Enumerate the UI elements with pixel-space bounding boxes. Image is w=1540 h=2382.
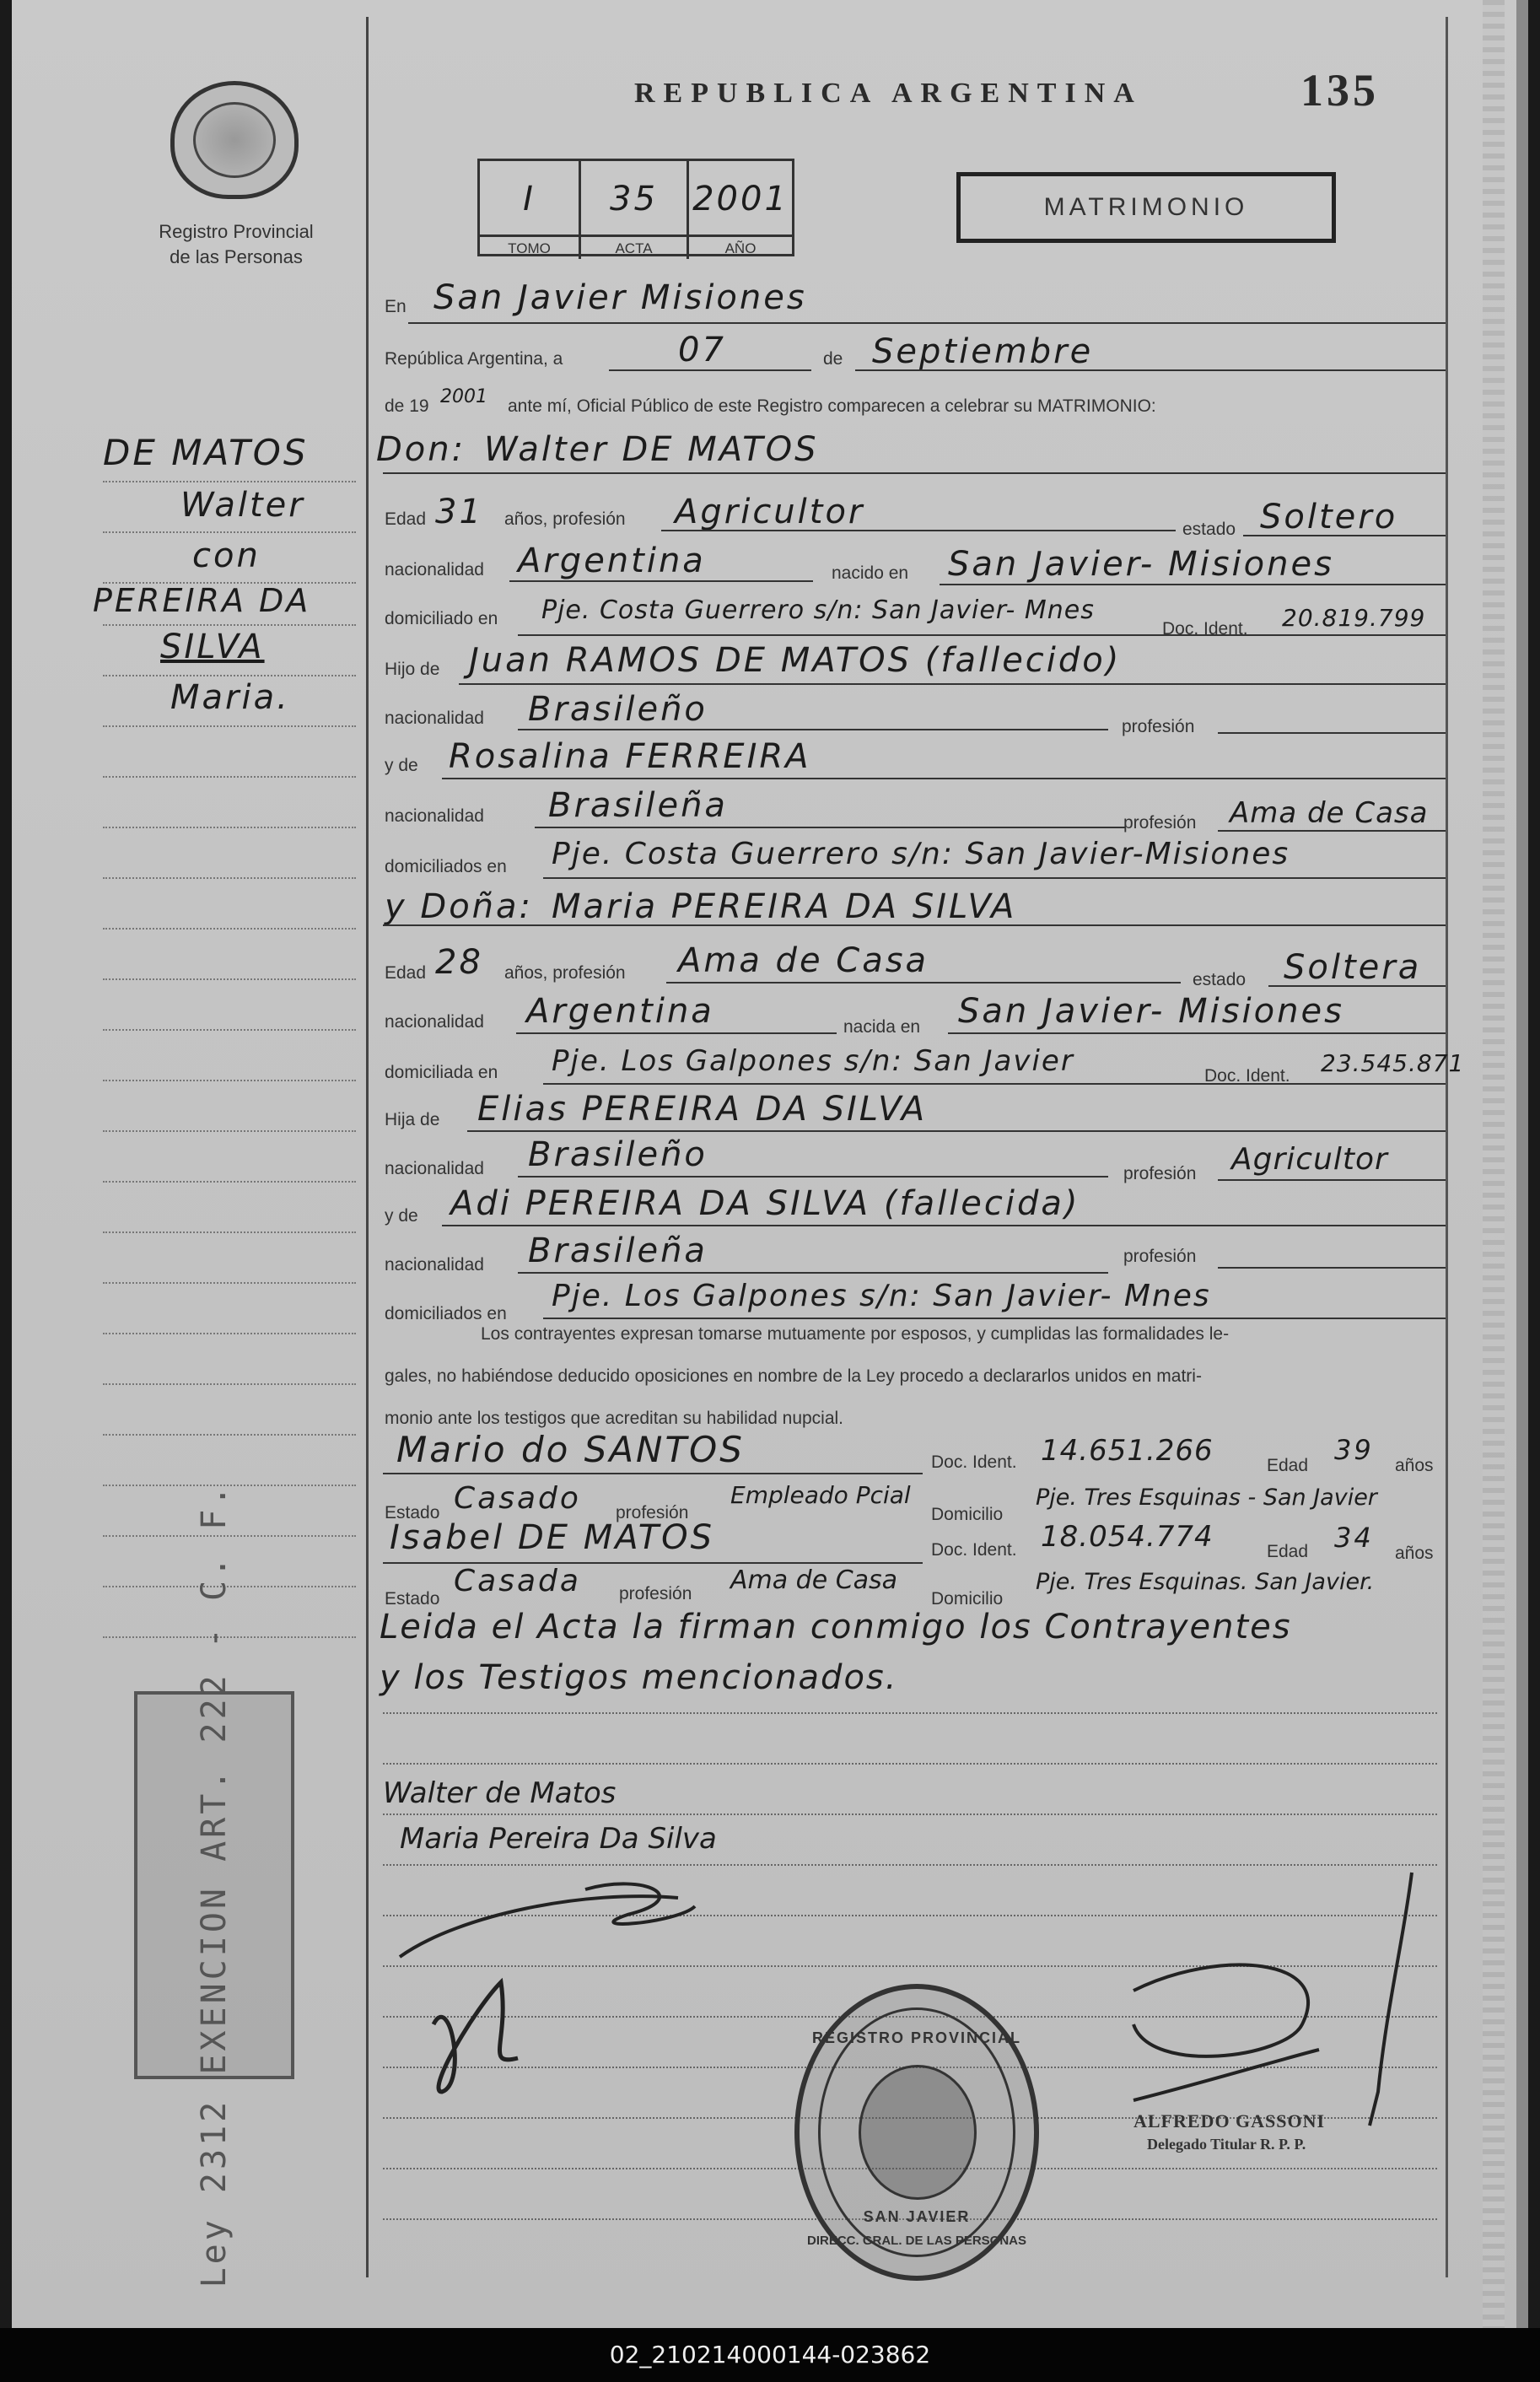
bride-nationality-underline [516,1032,837,1034]
witness1-address: Pje. Tres Esquinas - San Javier [1036,1485,1377,1511]
groom-anos-profesion-label: años, profesión [504,509,626,529]
place-value: San Javier Misiones [433,278,807,317]
bride-mother-nac-label: nacionalidad [385,1255,484,1275]
margin-rule-line [103,1029,356,1031]
margin-rule-line [103,725,356,727]
bride-mother-nationality: Brasileña [528,1231,708,1270]
witness2-doc: 18.054.774 [1041,1520,1214,1554]
form-rule-line [383,1813,1437,1815]
margin-rule-line [103,675,356,676]
bride-doc: 23.545.871 [1321,1049,1465,1077]
month-underline [855,369,1446,371]
margin-rule-line [103,531,356,533]
margin-note-line2: Walter [180,486,305,525]
bride-estado-underline [1268,985,1446,987]
groom-edad-label: Edad [385,509,427,529]
bride-mother-prof-underline [1218,1267,1446,1269]
bride-estado-label: estado [1193,970,1247,989]
groom-profession-underline [661,530,1176,531]
groom-father: Juan RAMOS DE MATOS (fallecido) [469,641,1122,680]
groom-profession: Agricultor [675,493,865,531]
margin-rule-line [103,1383,356,1385]
de-year-label: de 19 [385,396,429,416]
witness1-estado-label: Estado [385,1503,440,1522]
provincial-seal [170,81,299,199]
country-heading: REPUBLICA ARGENTINA [634,78,1143,109]
margin-rule-line [103,582,356,584]
bride-hija-label: Hija de [385,1110,440,1129]
bride-birthplace-underline [948,1032,1446,1034]
groom-domiciliado-label: domiciliado en [385,609,498,628]
groom-mother-profession: Ama de Casa [1230,796,1429,830]
margin-note-line4: PEREIRA DA [93,582,311,619]
groom-mother-underline [442,778,1446,779]
witness2-domicilio-label: Domicilio [931,1589,1004,1609]
margin-note-line5: SILVA [160,628,265,666]
en-label: En [385,297,407,316]
groom-mother-nat-underline [535,827,1125,828]
groom-mother-prof-underline [1218,830,1446,832]
witness1-edad-label: Edad [1267,1456,1309,1475]
groom-mother-nationality: Brasileña [548,786,728,825]
groom-yde-label: y de [385,756,418,775]
bride-name-underline [383,924,1446,926]
groom-doc-label: Doc. Ident. [1162,619,1248,639]
bride-father-nac-label: nacionalidad [385,1159,484,1178]
bride-father-profession: Agricultor [1231,1142,1388,1177]
groom-father-prof-underline [1218,732,1446,734]
margin-rule [366,17,369,2277]
witness2-profesion-label: profesión [619,1584,692,1603]
witness2-doc-label: Doc. Ident. [931,1540,1017,1560]
signature-groom: Walter de Matos [383,1776,617,1810]
opening-text: ante mí, Oficial Público de este Registro comparecen a celebrar su MATRIMONIO: [508,396,1156,416]
margin-rule-line [103,1434,356,1436]
groom-prefix: Don: [376,430,466,469]
groom-mother: Rosalina FERREIRA [449,737,811,776]
legal-text-line3: monio ante los testigos que acreditan su habilidad nupcial. [385,1409,844,1428]
witness2-estado: Casada [454,1564,581,1598]
groom-father-nac-label: nacionalidad [385,709,484,728]
witness2-profession: Ama de Casa [730,1566,898,1595]
witness1-anos-label: años [1395,1456,1434,1475]
margin-rule-line [103,877,356,879]
bride-name: Maria PEREIRA DA SILVA [552,887,1017,926]
year-value: 2001 [440,386,487,407]
groom-parents-underline [543,877,1446,879]
registry-name-line1: Registro Provincial [159,221,314,242]
official-round-seal [794,1984,1039,2281]
margin-rule-line [103,1333,356,1334]
republica-label: República Argentina, a [385,349,563,369]
legal-text-line2: gales, no habiéndose deducido oposiciones en nombre de la Ley procedo a declararlos unidos en matri- [385,1366,1202,1386]
margin-rule-line [103,1181,356,1183]
groom-doc: 20.819.799 [1282,604,1426,632]
margin-note-line3: con [192,536,261,575]
witness2-name: Isabel DE MATOS [390,1518,715,1557]
groom-father-underline [459,683,1446,685]
bride-estado: Soltera [1284,948,1422,987]
witness1-doc-label: Doc. Ident. [931,1452,1017,1472]
bride-doc-label: Doc. Ident. [1204,1066,1290,1086]
bride-nacionalidad-label: nacionalidad [385,1012,484,1032]
round-seal-mid-text: SAN JAVIER [863,2208,971,2225]
bride-nationality: Argentina [526,992,714,1031]
witness1-name-underline [383,1473,923,1474]
groom-birthplace-underline [940,584,1446,585]
margin-rule-line [103,1130,356,1132]
groom-name: Walter DE MATOS [484,430,819,469]
margin-note-line1: DE MATOS [103,432,309,473]
groom-mother-prof-label: profesión [1123,813,1197,833]
tomo-label: TOMO [480,234,579,257]
tomo-cell [480,161,581,259]
bride-father-prof-underline [1218,1179,1446,1181]
groom-name-underline [383,472,1446,474]
bride-mother-underline [442,1225,1446,1226]
groom-birthplace: San Javier- Misiones [948,545,1334,584]
tomo-value: I [523,180,536,218]
exemption-stamp [134,1482,294,2288]
witness1-profesion-label: profesión [616,1503,689,1522]
margin-rule-line [103,978,356,980]
bride-parents-address: Pje. Los Galpones s/n: San Javier- Mnes [552,1279,1211,1313]
bride-father-prof-label: profesión [1123,1164,1197,1183]
month-value: Septiembre [872,332,1094,371]
civil-registry-sheet [12,0,1528,2328]
groom-parents-dom-label: domiciliados en [385,857,507,876]
round-seal-bottom-text: DIRECC. GRAL. DE LAS PERSONAS [806,2234,1027,2248]
witness1-profession: Empleado Pcial [730,1481,911,1509]
witness1-name: Mario do SANTOS [396,1429,745,1470]
exemption-stamp-text: Ley 2312 EXENCION ART. 222 - C. F. [195,1482,234,2288]
groom-father-prof-label: profesión [1122,717,1195,736]
groom-address: Pje. Costa Guerrero s/n: San Javier- Mnes [541,596,1095,625]
form-rule-line [383,1763,1437,1765]
witness1-estado: Casado [454,1481,581,1516]
bride-edad-label: Edad [385,963,427,983]
witness1-age: 39 [1334,1434,1374,1466]
groom-nacionalidad-label: nacionalidad [385,560,484,579]
groom-mother-nac-label: nacionalidad [385,806,484,826]
signature-bride: Maria Pereira Da Silva [400,1822,717,1856]
acta-value: 35 [610,180,658,218]
bride-anos-profesion-label: años, profesión [504,963,626,983]
bride-profession: Ama de Casa [678,941,929,980]
witness2-edad-label: Edad [1267,1542,1309,1561]
margin-rule-line [103,928,356,930]
closing-line2: y los Testigos mencionados. [380,1658,898,1697]
groom-nationality-underline [509,580,813,582]
witness2-anos-label: años [1395,1544,1434,1563]
margin-rule-line [103,481,356,482]
bride-prefix: y Doña: [385,887,533,926]
groom-address-underline [518,634,1446,636]
margin-rule-line [103,624,356,626]
acta-label: ACTA [581,234,687,257]
image-caption: 02_210214000144-023862 [0,2328,1540,2382]
margin-rule-line [103,1080,356,1081]
place-underline [408,322,1446,324]
groom-nationality: Argentina [518,542,706,580]
margin-rule-line [103,1231,356,1233]
seal-emblem-icon [859,2065,977,2200]
witness2-estado-label: Estado [385,1589,440,1609]
bride-mother-nat-underline [518,1272,1108,1274]
seal-emblem-icon [193,102,276,178]
day-value: 07 [678,331,726,369]
margin-rule-line [103,827,356,828]
groom-estado-underline [1243,535,1446,536]
bride-profession-underline [666,982,1181,984]
bride-father-nationality: Brasileño [528,1135,708,1174]
record-number-box [477,159,794,256]
bride-mother-prof-label: profesión [1123,1247,1197,1266]
bride-address-underline [543,1083,1446,1085]
closing-line1: Leida el Acta la firman conmigo los Contrayentes [380,1608,1292,1646]
bride-birthplace: San Javier- Misiones [958,992,1344,1031]
margin-rule-line [103,1282,356,1284]
witness2-address: Pje. Tres Esquinas. San Javier. [1036,1569,1375,1595]
groom-hijo-label: Hijo de [385,660,440,679]
margin-note-line6: Maria. [170,678,290,717]
groom-nacido-label: nacido en [832,563,909,583]
ano-value: 2001 [692,180,789,218]
groom-parents-address: Pje. Costa Guerrero s/n: San Javier-Misiones [552,837,1290,871]
groom-father-nat-underline [518,729,1108,730]
day-underline [609,369,811,371]
bride-age: 28 [435,943,483,982]
bride-father: Elias PEREIRA DA SILVA [477,1090,928,1129]
bride-father-nat-underline [518,1176,1108,1178]
groom-estado-label: estado [1182,520,1236,539]
bride-domiciliada-label: domiciliada en [385,1063,498,1082]
legal-text-line1: Los contrayentes expresan tomarse mutuamente por esposos, y cumplidas las formalidades le- [481,1324,1230,1344]
bride-mother: Adi PEREIRA DA SILVA (fallecida) [450,1184,1080,1223]
witness1-domicilio-label: Domicilio [931,1505,1004,1524]
official-title-stamp: Delegado Titular R. P. P. [1147,2136,1306,2153]
official-name-stamp: ALFREDO GASSONI [1133,2110,1326,2131]
form-rule-line [383,1712,1437,1714]
acta-cell [581,161,689,259]
witness1-doc: 14.651.266 [1041,1434,1214,1468]
bride-address: Pje. Los Galpones s/n: San Javier [552,1044,1074,1078]
groom-father-nationality: Brasileño [528,690,708,729]
witness2-age: 34 [1334,1522,1374,1554]
page-number: 135 [1300,65,1379,116]
document-type-box: MATRIMONIO [956,172,1336,243]
groom-estado: Soltero [1260,498,1398,536]
bride-yde-label: y de [385,1206,418,1226]
ano-label: AÑO [689,234,792,257]
bride-parents-underline [543,1318,1446,1319]
bride-father-underline [467,1130,1446,1132]
bride-nacida-label: nacida en [843,1017,921,1037]
groom-age: 31 [435,493,483,531]
bride-parents-dom-label: domiciliados en [385,1304,507,1323]
page-edge [1483,0,1505,2328]
registry-name-line2: de las Personas [170,246,303,267]
de-label: de [823,349,843,369]
margin-rule-line [103,776,356,778]
round-seal-top-text: REGISTRO PROVINCIAL [811,2029,1021,2046]
ano-cell [689,161,792,259]
